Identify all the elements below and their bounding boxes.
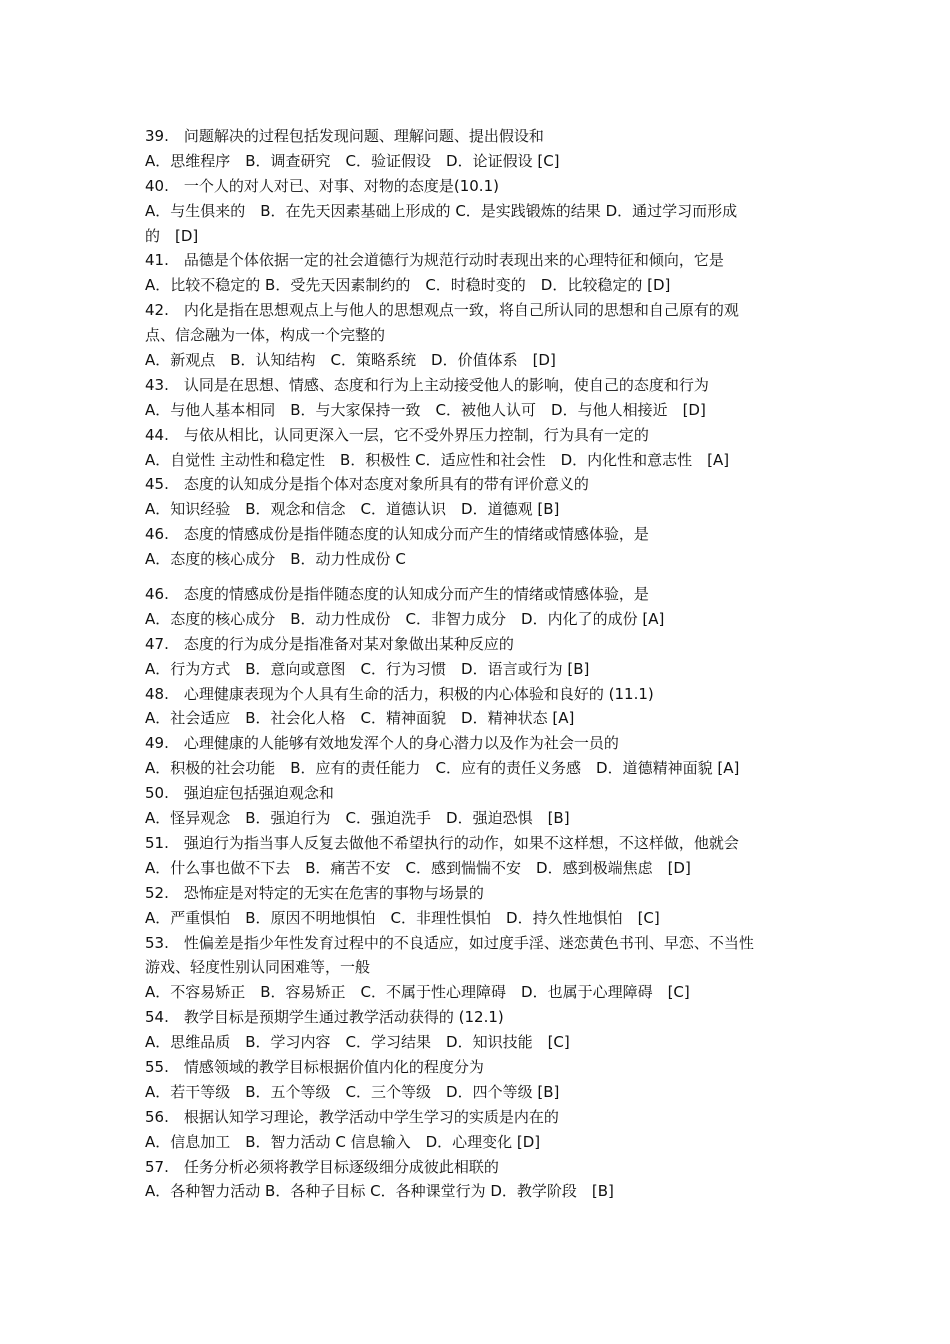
answer-options-line: A．思维品质 B．学习内容 C．学习结果 D．知识技能 [C] xyxy=(145,1033,570,1052)
question-text-line: 55. 情感领域的教学目标根据价值内化的程度分为 xyxy=(145,1057,484,1076)
question-text-line: 48. 心理健康表现为个人具有生命的活力，积极的内心体验和良好的 (11.1) xyxy=(145,684,654,703)
answer-options-line: A．社会适应 B．社会化人格 C．精神面貌 D．精神状态 [A] xyxy=(145,709,575,728)
question-text-line: 52. 恐怖症是对特定的无实在危害的事物与场景的 xyxy=(145,883,484,902)
answer-options-line: A．态度的核心成分 B．动力性成份 C xyxy=(145,550,406,569)
question-text-line: 57. 任务分析必须将教学目标逐级细分成彼此相联的 xyxy=(145,1157,499,1176)
question-text-line: 56. 根据认知学习理论，教学活动中学生学习的实质是内在的 xyxy=(145,1107,559,1126)
answer-options-line: A．严重惧怕 B．原因不明地惧怕 C．非理性惧怕 D．持久性地惧怕 [C] xyxy=(145,908,660,927)
answer-options-line: A．知识经验 B．观念和信念 C．道德认识 D．道德观 [B] xyxy=(145,500,560,519)
question-text-line: 50. 强迫症包括强迫观念和 xyxy=(145,784,334,803)
question-text-line: 53. 性偏差是指少年性发育过程中的不良适应，如过度手淫、迷恋黄色书刊、早恋、不当性 xyxy=(145,933,754,952)
answer-options-line: A．不容易矫正 B．容易矫正 C．不属于性心理障碍 D．也属于心理障碍 [C] xyxy=(145,983,690,1002)
answer-options-line: A．比较不稳定的 B．受先天因素制约的 C．时稳时变的 D．比较稳定的 [D] xyxy=(145,276,671,295)
question-text-line: 42. 内化是指在思想观点上与他人的思想观点一致，将自己所认同的思想和自己原有的观 xyxy=(145,301,739,320)
question-text-line: 44. 与依从相比，认同更深入一层，它不受外界压力控制，行为具有一定的 xyxy=(145,425,649,444)
answer-options-line: A．积极的社会功能 B．应有的责任能力 C．应有的责任义务感 D．道德精神面貌 [A] xyxy=(145,759,740,778)
question-text-line: 54. 教学目标是预期学生通过教学活动获得的 (12.1) xyxy=(145,1008,504,1027)
question-text-line: 的 [D] xyxy=(145,226,199,245)
answer-options-line: A．若干等级 B．五个等级 C．三个等级 D．四个等级 [B] xyxy=(145,1082,560,1101)
question-text-line: 45. 态度的认知成分是指个体对态度对象所具有的带有评价意义的 xyxy=(145,475,589,494)
document-body xyxy=(145,124,815,1204)
question-text-line: 47. 态度的行为成分是指准备对某对象做出某种反应的 xyxy=(145,634,514,653)
question-text-line: 游戏、轻度性别认同困难等，一般 xyxy=(145,958,371,977)
answer-options-line: A．自觉性 主动性和稳定性 B．积极性 C．适应性和社会性 D．内化性和意志性 [A] xyxy=(145,450,730,469)
question-text-line: 51. 强迫行为指当事人反复去做他不希望执行的动作，如果不这样想，不这样做，他就会 xyxy=(145,833,739,852)
question-text-line: 43. 认同是在思想、情感、态度和行为上主动接受他人的影响，使自己的态度和行为 xyxy=(145,375,709,394)
question-text-line: 39. 问题解决的过程包括发现问题、理解问题、提出假设和 xyxy=(145,127,544,145)
answer-options-line: A．与他人基本相同 B．与大家保持一致 C．被他人认可 D．与他人相接近 [D] xyxy=(145,400,706,419)
question-block-2 xyxy=(145,582,815,1204)
answer-options-line: A．态度的核心成分 B．动力性成份 C．非智力成分 D．内化了的成份 [A] xyxy=(145,609,665,628)
block-gap xyxy=(145,572,815,582)
answer-options-line: A．思维程序 B．调查研究 C．验证假设 D．论证假设 [C] xyxy=(145,151,560,170)
answer-options-line: A．与生俱来的 B．在先天因素基础上形成的 C．是实践锻炼的结果 D．通过学习而形成 xyxy=(145,201,738,220)
question-text-line: 46. 态度的情感成份是指伴随态度的认知成分而产生的情绪或情感体验，是 xyxy=(145,585,649,604)
answer-options-line: A．什么事也做不下去 B．痛苦不安 C．感到惴惴不安 D．感到极端焦虑 [D] xyxy=(145,858,691,877)
answer-options-line: A．怪异观念 B．强迫行为 C．强迫洗手 D．强迫恐惧 [B] xyxy=(145,809,570,828)
question-text-line: 41. 品德是个体依据一定的社会道德行为规范行动时表现出来的心理特征和倾向，它是 xyxy=(145,251,724,270)
answer-options-line: A．各种智力活动 B．各种子目标 C．各种课堂行为 D．教学阶段 [B] xyxy=(145,1182,614,1201)
question-text-line: 49. 心理健康的人能够有效地发浑个人的身心潜力以及作为社会一员的 xyxy=(145,734,619,753)
question-text-line: 点、信念融为一体，构成一个完整的 xyxy=(145,326,386,345)
answer-options-line: A．信息加工 B．智力活动 C 信息输入 D．心理变化 [D] xyxy=(145,1132,541,1151)
question-text-line: 46. 态度的情感成份是指伴随态度的认知成分而产生的情绪或情感体验，是 xyxy=(145,525,649,544)
question-text-line: 40. 一个人的对人对已、对事、对物的态度是(10.1) xyxy=(145,176,499,195)
answer-options-line: A．行为方式 B．意向或意图 C．行为习惯 D．语言或行为 [B] xyxy=(145,659,590,678)
question-block-1 xyxy=(145,124,815,572)
answer-options-line: A．新观点 B．认知结构 C．策略系统 D．价值体系 [D] xyxy=(145,351,556,370)
